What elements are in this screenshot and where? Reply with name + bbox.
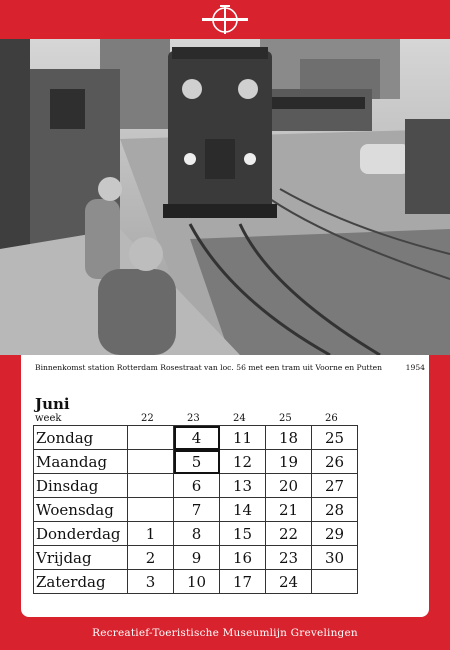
week-header (21, 413, 429, 425)
date-cell: 12 (220, 450, 266, 474)
day-name: Dinsdag (34, 474, 128, 498)
date-cell: 3 (128, 570, 174, 594)
date-cell: 20 (266, 474, 312, 498)
date-cell: 23 (266, 546, 312, 570)
date-cell: 1 (128, 522, 174, 546)
date-cell: 17 (220, 570, 266, 594)
date-cell (128, 450, 174, 474)
date-cell: 29 (312, 522, 358, 546)
week-label: week (35, 413, 62, 424)
week-number: 22 (141, 413, 154, 424)
calendar-row (34, 498, 358, 522)
date-cell: 18 (266, 426, 312, 450)
date-cell: 6 (174, 474, 220, 498)
date-cell: 15 (220, 522, 266, 546)
footer-title: Recreatief-Toeristische Museumlijn Grevelingen (92, 627, 358, 639)
date-cell (312, 570, 358, 594)
date-cell (128, 474, 174, 498)
date-cell: 13 (220, 474, 266, 498)
day-name: Vrijdag (34, 546, 128, 570)
week-number: 24 (233, 413, 246, 424)
date-cell: 27 (312, 474, 358, 498)
calendar-row (34, 426, 358, 450)
date-cell: 22 (266, 522, 312, 546)
date-cell: 21 (266, 498, 312, 522)
date-cell (128, 426, 174, 450)
date-cell: 16 (220, 546, 266, 570)
date-cell: 14 (220, 498, 266, 522)
date-cell: 4 (174, 426, 220, 450)
date-cell: 7 (174, 498, 220, 522)
date-cell: 2 (128, 546, 174, 570)
date-cell (128, 498, 174, 522)
calendar-row (34, 474, 358, 498)
month-title: Juni (35, 395, 70, 413)
date-cell: 26 (312, 450, 358, 474)
day-name: Maandag (34, 450, 128, 474)
date-cell: 11 (220, 426, 266, 450)
calendar-row (34, 546, 358, 570)
calendar-row (34, 522, 358, 546)
day-name: Woensdag (34, 498, 128, 522)
date-cell: 10 (174, 570, 220, 594)
week-number: 26 (325, 413, 338, 424)
day-name: Donderdag (34, 522, 128, 546)
date-cell: 8 (174, 522, 220, 546)
day-name: Zondag (34, 426, 128, 450)
date-cell: 30 (312, 546, 358, 570)
calendar-row (34, 570, 358, 594)
historic-photo (0, 39, 450, 355)
rtsm-logo (200, 2, 250, 38)
date-cell: 19 (266, 450, 312, 474)
date-cell: 5 (174, 450, 220, 474)
caption-year: 1954 (405, 363, 425, 372)
calendar-card (21, 355, 429, 617)
day-name: Zaterdag (34, 570, 128, 594)
date-cell: 25 (312, 426, 358, 450)
caption-text: Binnenkomst station Rotterdam Rosestraat van loc. 56 met een tram uit Voorne en Putten (35, 363, 383, 372)
week-number: 25 (279, 413, 292, 424)
date-cell: 24 (266, 570, 312, 594)
calendar-grid (33, 425, 358, 594)
photo-caption (35, 363, 425, 372)
date-cell: 9 (174, 546, 220, 570)
date-cell: 28 (312, 498, 358, 522)
calendar-row (34, 450, 358, 474)
week-number: 23 (187, 413, 200, 424)
